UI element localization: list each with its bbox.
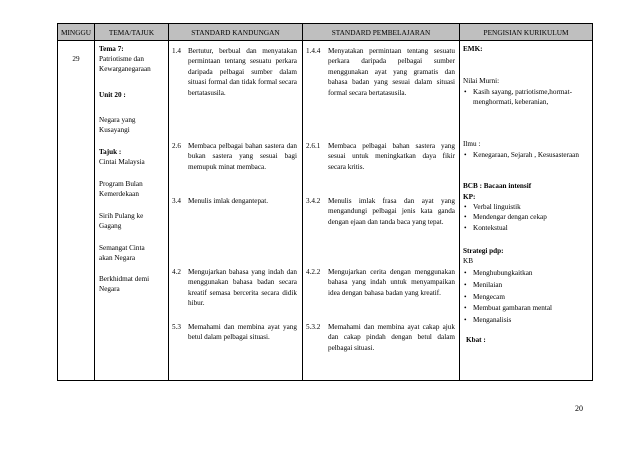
sk-text: Mengujarkan bahasa yang indah dan menggunakan bahasa badan secara kreatif semasa bercerita secara didik hibur. [188, 268, 297, 308]
sk-number: 4.2 [172, 268, 181, 276]
unit-title: Unit 20 : [99, 91, 126, 99]
nilai-murni-label: Nilai Murni: [463, 77, 500, 85]
sp-text: Menulis imlak frasa dan ayat yang mengandungi pelbagai jenis kata ganda dengan ejaan dan tanda baca yang tepat. [328, 197, 455, 226]
cell-pengisian-kurikulum [460, 41, 593, 381]
list-item: • Mengecam [463, 292, 589, 304]
nilai-murni-list [463, 87, 589, 108]
week-number: 29 [72, 55, 80, 63]
list-item: • Verbal linguistik [463, 202, 589, 212]
kb-list [463, 268, 589, 327]
lesson-plan-table [57, 23, 592, 382]
sp-number: 2.6.1 [306, 142, 321, 150]
strategi-label: Strategi pdp: [463, 247, 504, 255]
table-header-row [58, 24, 593, 41]
list-item: • Menganalisis [463, 315, 589, 327]
sp-number: 3.4.2 [306, 197, 321, 205]
list-item: • Kasih sayang, patriotisme,hormat-menghormati, keberanian, [463, 87, 589, 108]
cell-standard-kandungan [169, 41, 303, 381]
tema-item: Program Bulan Kemerdekaan [99, 180, 143, 199]
kp-list [463, 202, 589, 233]
sk-number: 5.3 [172, 323, 181, 331]
cell-minggu [58, 41, 95, 381]
bcb-text: BCB : Bacaan intensif [463, 182, 532, 190]
tema-theme: Patriotisme dan Kewarganegaraan [99, 55, 151, 74]
list-item: • Kenegaraan, Sejarah , Kesusasteraan [463, 150, 579, 160]
sk-text: Menulis imlak dengantepat. [188, 197, 269, 205]
header-standard-pembelajaran: STANDARD PEMBELAJARAN [303, 24, 460, 41]
sp-text: Membaca pelbagai bahan sastera yang sesuai untuk meningkatkan daya fikir secara kritis. [328, 142, 455, 171]
header-standard-kandungan: STANDARD KANDUNGAN [169, 24, 303, 41]
list-item: • Menilaian [463, 280, 589, 292]
sp-number: 1.4.4 [306, 47, 321, 55]
sk-number: 3.4 [172, 197, 181, 205]
page-number: 20 [575, 404, 583, 413]
ilmu-label: Ilmu : [463, 140, 481, 148]
sk-text: Bertutur, berbual dan menyatakan permintaan tentang sesuatu perkara daripada pelbagai sumber dalam situasi formal dan tidak formal secara bertatasusila. [188, 47, 297, 97]
kbat-label: Kbat : [466, 336, 486, 344]
list-item: • Kontekstual [463, 223, 589, 233]
tema-item: Berkhidmat demi Negara [99, 275, 150, 294]
sp-text: Memahami dan membina ayat cakap ajuk dan cakap pindah dengan betul dalam pelbagai situasi. [328, 323, 455, 352]
cell-standard-pembelajaran [303, 41, 460, 381]
tajuk-name: Cintai Malaysia [99, 158, 145, 166]
sk-text: Memahami dan membina ayat yang betul dalam pelbagai situasi. [188, 323, 297, 342]
header-tema-tajuk: TEMA/TAJUK [95, 24, 169, 41]
kp-label: KP: [463, 193, 476, 201]
cell-tema-tajuk [95, 41, 169, 381]
sp-number: 5.3.2 [306, 323, 321, 331]
tema-item: Semangat Cinta akan Negara [99, 244, 145, 263]
unit-name: Negara yang Kusayangi [99, 116, 136, 135]
sk-number: 2.6 [172, 142, 181, 150]
list-item: • Menghubungkaitkan [463, 268, 589, 280]
tema-item: Sirih Pulang ke Gagang [99, 212, 144, 231]
sk-text: Membaca pelbagai bahan sastera dan bukan sastera yang sesuai bagi memupuk minat membaca. [188, 142, 297, 171]
kb-label: KB [463, 257, 473, 265]
sp-text: Mengujarkan cerita dengan menggunakan bahasa yang indah untuk menyampaikan idea dengan bahasa badan yang kreatif. [328, 268, 455, 297]
list-item: • Membuat gambaran mental [463, 303, 589, 315]
header-minggu: MINGGU [58, 24, 95, 41]
list-item: • Mendengar dengan cekap [463, 212, 589, 222]
sp-text: Menyatakan permintaan tentang sesuatu perkara daripada pelbagai sumber menggunakan ayat yang gramatis dan bahasa badan yang sesuai dalam situasi formal secara bertatasusila. [328, 47, 455, 97]
sk-number: 1.4 [172, 47, 181, 55]
emk-label: EMK: [463, 45, 483, 53]
table-row [58, 41, 593, 381]
tema-title: Tema 7: [99, 45, 124, 53]
sp-number: 4.2.2 [306, 268, 321, 276]
ilmu-list [463, 150, 579, 160]
header-pengisian-kurikulum: PENGISIAN KURIKULUM [460, 24, 593, 41]
tajuk-label: Tajuk : [99, 148, 122, 156]
